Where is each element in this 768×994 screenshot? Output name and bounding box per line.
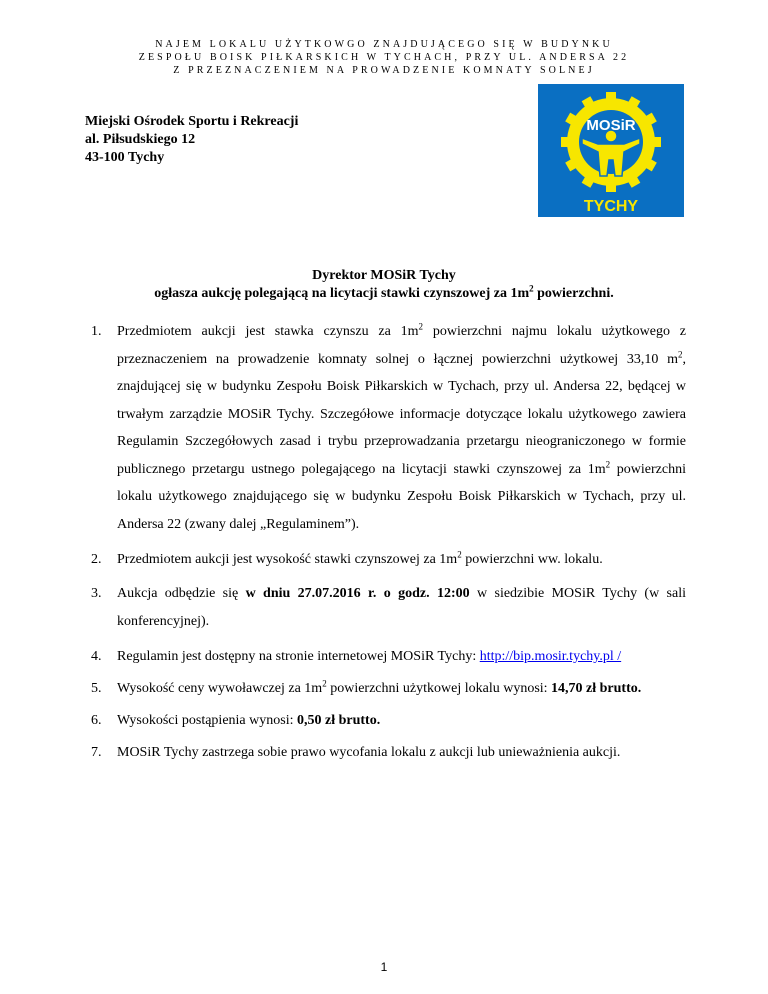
sender-address — [85, 113, 298, 167]
document-header — [0, 38, 768, 77]
list-item: 6. Wysokości postąpienia wynosi: 0,50 zł brutto. — [91, 713, 381, 728]
page-number: 1 — [380, 960, 388, 974]
list-item: 4. Regulamin jest dostępny na stronie internetowej MOSiR Tychy: http://bip.mosir.tychy.pl / — [91, 649, 622, 664]
announcement — [0, 267, 768, 303]
logo-bottom-text: TYCHY — [583, 198, 639, 215]
header-line-1: NAJEM LOKALU UŻYTKOWGO ZNAJDUJĄCEGO SIĘ W BUDYNKU — [155, 39, 613, 50]
list-item: 1. Przedmiotem aukcji jest stawka czynszu za $1m^2$ powierzchni najmu lokalu użytkowego z przeznaczeniem na prowadzenie komnaty solnej o łącznej powierzchni użytkowej 33,10 $m^2$, znajdującej się w budynku Zespołu Boisk Piłkarskich w Tychach, przy ul. Andersa 22, będącej w trwałym zarządzie MOSiR Tychy. Szczegółowe informacje dotyczące lokalu użytkowego zawiera Regulamin Szczegółowych zasad i trybu przeprowadzania przetargu nieograniczonego w formie publicznego przetargu ustnego polegającego na licytacji stawki czynszowej za $1m^2$ powierzchni lokalu użytkowego znajdującego się w budynku Zespołu Boisk Piłkarskich w Tychach, przy ul. Andersa 22 (zwany dalej „Regulaminem”). — [91, 321, 686, 532]
regulamin-link[interactable]: http://bip.mosir.tychy.pl / — [479, 649, 622, 664]
list-item: 2. Przedmiotem aukcji jest wysokość stawki czynszowej za $1m^2$ powierzchni ww. lokalu. — [91, 549, 603, 567]
logo-top-text: MOSiR — [586, 117, 636, 134]
header-line-3: Z PRZEZNACZENIEM NA PROWADZENIE KOMNATY SOLNEJ — [173, 65, 595, 76]
auction-points-list — [91, 318, 686, 773]
header-line-2: ZESPOŁU BOISK PIŁKARSKICH W TYCHACH, PRZY UL. ANDERSA 22 — [138, 52, 630, 63]
announcement-subtitle: ogłasza aukcję polegającą na licytacji stawki czynszowej za $1m^2$ powierzchni. — [154, 283, 614, 301]
announcement-title: Dyrektor MOSiR Tychy — [312, 268, 456, 283]
list-item: 5. Wysokość ceny wywoławczej za $1m^2$ powierzchni użytkowej lokalu wynosi: 14,70 zł brutto. — [91, 678, 642, 696]
address-street: al. Piłsudskiego 12 — [85, 132, 196, 147]
list-item: 7. MOSiR Tychy zastrzega sobie prawo wycofania lokalu z aukcji lub unieważnienia aukcji. — [91, 745, 621, 760]
mosir-logo — [538, 84, 684, 217]
address-city: 43-100 Tychy — [85, 150, 165, 165]
address-name: Miejski Ośrodek Sportu i Rekreacji — [85, 114, 299, 129]
list-item: 3. Aukcja odbędzie się w dniu 27.07.2016 r. o godz. 12:00 w siedzibie MOSiR Tychy (w sali konferencyjnej). — [91, 586, 686, 629]
